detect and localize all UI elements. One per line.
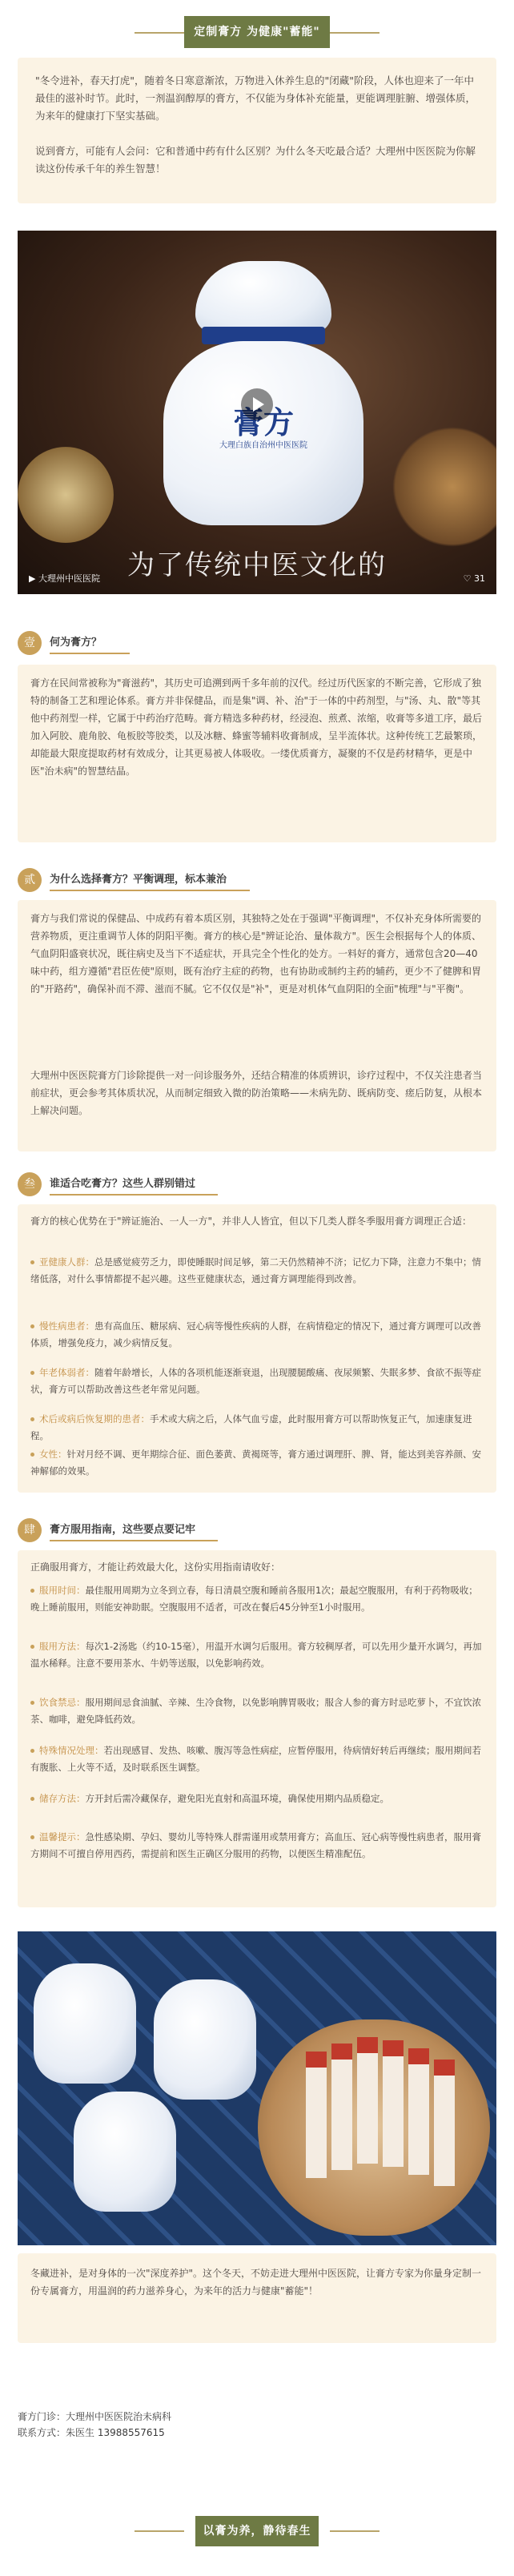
section-3-card xyxy=(18,1204,496,1493)
section-4-intro: 正确服用膏方，才能让药效最大化，这份实用指南请收好： xyxy=(30,1561,281,1573)
item-text: 每次1-2汤匙（约10-15毫），用温开水调匀后服用。膏方较稠厚者，可以先用少量开水调匀，再加温水稀释。注意不要用茶水、牛奶等送服，以免影响药效。 xyxy=(30,1641,482,1669)
section-4-item-4 xyxy=(30,1742,484,1776)
paste-packet xyxy=(434,2060,455,2186)
bullet-icon xyxy=(30,1835,34,1839)
banner-line-left xyxy=(135,32,184,34)
bullet-icon xyxy=(30,1797,34,1801)
product-photo xyxy=(18,1931,496,2245)
item-text: 总是感觉疲劳乏力，即使睡眠时间足够，第二天仍然精神不济；记忆力下降，注意力不集中；情绪低落，对什么事情都提不起兴趣。这些亚健康状态，通过膏方调理能得到改善。 xyxy=(30,1256,481,1284)
contact-info xyxy=(18,2409,171,2441)
section-2-badge: 贰 xyxy=(18,868,42,892)
item-text: 最佳服用周期为立冬到立春，每日清晨空腹和睡前各服用1次；最起空腹服用，有利于药物吸收；晚上睡前服用，则能安神助眠。空腹服用不适者，可改在餐后45分钟至1小时服用。 xyxy=(30,1585,478,1613)
jar-label-big: 膏方 xyxy=(232,404,294,440)
section-2-head xyxy=(18,866,338,894)
video-source: ▶ 大理州中医医院 xyxy=(29,573,100,584)
footer-banner xyxy=(135,2516,379,2548)
paste-packet xyxy=(357,2037,378,2164)
item-text: 随着年龄增长，人体的各项机能逐渐衰退，出现腰腿酸痛、夜尿频繁、失眠多梦、食欲不振等症状，膏方可以帮助改善这些老年常见问题。 xyxy=(30,1367,481,1395)
section-1-underline xyxy=(50,653,130,654)
item-key: 服用方法： xyxy=(39,1641,86,1652)
section-3-item-4 xyxy=(30,1411,484,1445)
intro-card xyxy=(18,58,496,203)
item-key: 服用时间： xyxy=(39,1585,86,1596)
closing-card xyxy=(18,2253,496,2343)
section-4-item-2 xyxy=(30,1638,484,1672)
bullet-icon xyxy=(30,1645,34,1649)
section-1-head xyxy=(18,629,178,657)
section-2-paragraph-2: 大理州中医医院膏方门诊除提供一对一问诊服务外，还结合精准的体质辨识，诊疗过程中，不仅关注患者当前症状，更会参考其体质状况，从而制定细致入微的防治策略——未病先防、既病防变、瘥后防复，从根本上解决问题。 xyxy=(30,1070,483,1116)
porcelain-jar-2 xyxy=(154,1979,256,2100)
porcelain-jar-3 xyxy=(74,2092,176,2212)
section-3-badge: 叁 xyxy=(18,1172,42,1196)
section-1-paragraph: 膏方在民间常被称为"膏滋药"，其历史可追溯到两千多年前的汉代。经过历代医家的不断完善，它形成了独特的制备工艺和理论体系。膏方并非保健品，而是集"调、补、治"于一体的中药剂型，与"汤、丸、散"等其他中药剂型一样，它属于中药治疗范畴。膏方精选多种药材，经浸泡、煎煮、浓缩，收膏等多道工序，最后加入阿胶、鹿角胶、龟板胶等胶类，以及冰糖、蜂蜜等辅料收膏制成，呈半流体状。这种传统工艺最繁琐，却能最大限度提取药材有效成分，让其更易被人体吸收。一缕优质膏方，凝聚的不仅是药材精华，更是中医"治未病"的智慧结晶。 xyxy=(30,677,483,777)
video-source-label: 大理州中医医院 xyxy=(38,573,100,584)
section-4-badge: 肆 xyxy=(18,1518,42,1542)
bullet-icon xyxy=(30,1453,34,1457)
play-icon[interactable] xyxy=(241,388,273,420)
item-text: 服用期间忌食油腻、辛辣、生冷食物，以免影响脾胃吸收；服含人参的膏方时忌吃萝卜，不宜饮浓茶、咖啡，避免降低药效。 xyxy=(30,1697,481,1725)
item-key: 年老体弱者： xyxy=(39,1367,94,1378)
section-4-item-6 xyxy=(30,1829,484,1863)
section-4-item-5 xyxy=(30,1790,484,1807)
section-3-item-1 xyxy=(30,1254,484,1288)
bullet-icon xyxy=(30,1371,34,1375)
jar-label-small: 大理白族自治州中医医院 xyxy=(219,441,307,450)
item-key: 慢性病患者： xyxy=(39,1320,94,1332)
paste-packet xyxy=(331,2044,352,2170)
footer-title: 以膏为养，静待春生 xyxy=(195,2516,319,2546)
section-3-intro: 膏方的核心优势在于"辨证施治、一人一方"，并非人人皆宜，但以下几类人群冬季服用膏方调理正合适： xyxy=(30,1216,472,1227)
item-key: 女性： xyxy=(39,1449,67,1460)
bullet-icon xyxy=(30,1417,34,1421)
section-3-title: 谁适合吃膏方？这些人群别错过 xyxy=(50,1178,196,1190)
item-text: 针对月经不调、更年期综合征、面色萎黄、黄褐斑等，膏方通过调理肝、脾、肾，能达到美容养颜、安神解郁的效果。 xyxy=(30,1449,481,1477)
item-key: 亚健康人群： xyxy=(39,1256,94,1268)
section-1-title: 何为膏方？ xyxy=(50,637,102,649)
closing-text: 冬藏进补，是对身体的一次"深度养护"。这个冬天，不妨走进大理州中医医院，让膏方专家为你量身定制一份专属膏方，用温润的药力滋养身心，为来年的活力与健康"蓄能"！ xyxy=(30,2268,482,2297)
section-4-underline xyxy=(50,1540,218,1541)
section-3-item-5 xyxy=(30,1446,484,1480)
footer-line-left xyxy=(135,2530,184,2532)
item-key: 特殊情况处理： xyxy=(39,1745,104,1756)
contact-phone[interactable]: 联系方式：朱医生 13988557615 xyxy=(18,2427,165,2438)
item-key: 温馨提示： xyxy=(39,1831,86,1843)
banner-line-right xyxy=(330,32,379,34)
item-text: 患有高血压、糖尿病、冠心病等慢性疾病的人群，在病情稳定的情况下，通过膏方调理可以改善体质，增强免疫力，减少病情反复。 xyxy=(30,1320,481,1348)
section-4-item-3 xyxy=(30,1694,484,1728)
intro-paragraph-2: 说到膏方，可能有人会问：它和普通中药有什么区别？为什么冬天吃最合适？大理州中医医院为你解读这份传承千年的养生智慧！ xyxy=(35,145,476,175)
section-1-card xyxy=(18,665,496,842)
bullet-icon xyxy=(30,1324,34,1328)
section-2-card xyxy=(18,900,496,1151)
item-text: 方开封后需冷藏保存，避免阳光直射和高温环境，确保使用期内品质稳定。 xyxy=(85,1793,389,1804)
video-caption: 为了传统中医文化的 xyxy=(127,549,387,581)
contact-clinic: 膏方门诊：大理州中医医院治未病科 xyxy=(18,2411,172,2422)
item-key: 饮食禁忌： xyxy=(39,1697,86,1708)
video-player[interactable] xyxy=(18,231,496,594)
bullet-icon xyxy=(30,1701,34,1705)
item-text: 若出现感冒、发热、咳嗽、腹泻等急性病症，应暂停服用，待病情好转后再继续；服用期间若有腹胀、上火等不适，及时联系医生调整。 xyxy=(30,1745,481,1773)
item-key: 术后或病后恢复期的患者： xyxy=(39,1413,150,1425)
bullet-icon xyxy=(30,1589,34,1593)
section-3-item-2 xyxy=(30,1318,484,1352)
section-4-card xyxy=(18,1550,496,1907)
video-likes[interactable]: ♡ 31 xyxy=(463,573,485,584)
item-text: 急性感染期、孕妇、婴幼儿等特殊人群需谨用或禁用膏方；高血压、冠心病等慢性病患者，服用膏方期间不可擅自停用西药，需提前和医生正确区分服用的药物，以便医生精准配伍。 xyxy=(30,1831,481,1859)
section-4-title: 膏方服用指南，这些要点要记牢 xyxy=(50,1524,196,1536)
paste-packet xyxy=(383,2040,404,2167)
section-2-paragraph-1: 膏方与我们常说的保健品、中成药有着本质区别，其独特之处在于强调"平衡调理"，不仅补充身体所需要的营养物质，更注重调节人体的阴阳平衡。膏方的核心是"辨证论治、量体裁方"。医生会根据每个人的体质、气血阴阳盛衰状况，既往病史及当下不适症状，开具完全个性化的处方。一料好的膏方，通常包含20—40味中药，组方遵循"君臣佐使"原则，既有治疗主症的药物，也有协助或制约主药的辅药，更少不了健脾和胃的"开路药"，确保补而不滞、滋而不腻。它不仅仅是"补"，更是对机体气血阴阳的全面"梳理"与"平衡"。 xyxy=(30,913,482,995)
section-3-item-3 xyxy=(30,1364,484,1398)
herbs-image xyxy=(392,423,496,551)
intro-paragraph-1: "冬令进补，春天打虎"，随着冬日寒意渐浓，万物进入休养生息的"闭藏"阶段，人体也迎来了一年中最佳的滋补时节。此时，一剂温润醇厚的膏方，不仅能为身体补充能量，更能调理脏腑、增强体质，为来年的健康打下坚实基础。 xyxy=(35,74,476,122)
section-2-underline xyxy=(50,890,250,891)
paste-packet xyxy=(408,2048,429,2175)
section-3-head xyxy=(18,1171,290,1198)
jar-body xyxy=(163,341,363,525)
section-1-badge: 壹 xyxy=(18,631,42,655)
bullet-icon xyxy=(30,1749,34,1753)
section-3-underline xyxy=(50,1194,218,1196)
section-4-head xyxy=(18,1517,290,1544)
jar-lid xyxy=(195,261,331,333)
banner-title: 定制膏方 为健康"蓄能" xyxy=(184,16,330,48)
top-banner xyxy=(135,16,379,50)
item-key: 储存方法： xyxy=(39,1793,86,1804)
section-2-title: 为什么选择膏方？平衡调理，标本兼治 xyxy=(50,874,227,886)
paste-packet xyxy=(306,2052,327,2178)
seeds-image xyxy=(18,447,114,543)
bullet-icon xyxy=(30,1260,34,1264)
video-likes-count: 31 xyxy=(474,573,485,584)
footer-line-right xyxy=(330,2530,379,2532)
section-4-item-1 xyxy=(30,1582,484,1616)
porcelain-jar-1 xyxy=(34,1963,136,2084)
item-text: 手术或大病之后，人体气血亏虚，此时服用膏方可以帮助恢复正气，加速康复进程。 xyxy=(30,1413,472,1441)
